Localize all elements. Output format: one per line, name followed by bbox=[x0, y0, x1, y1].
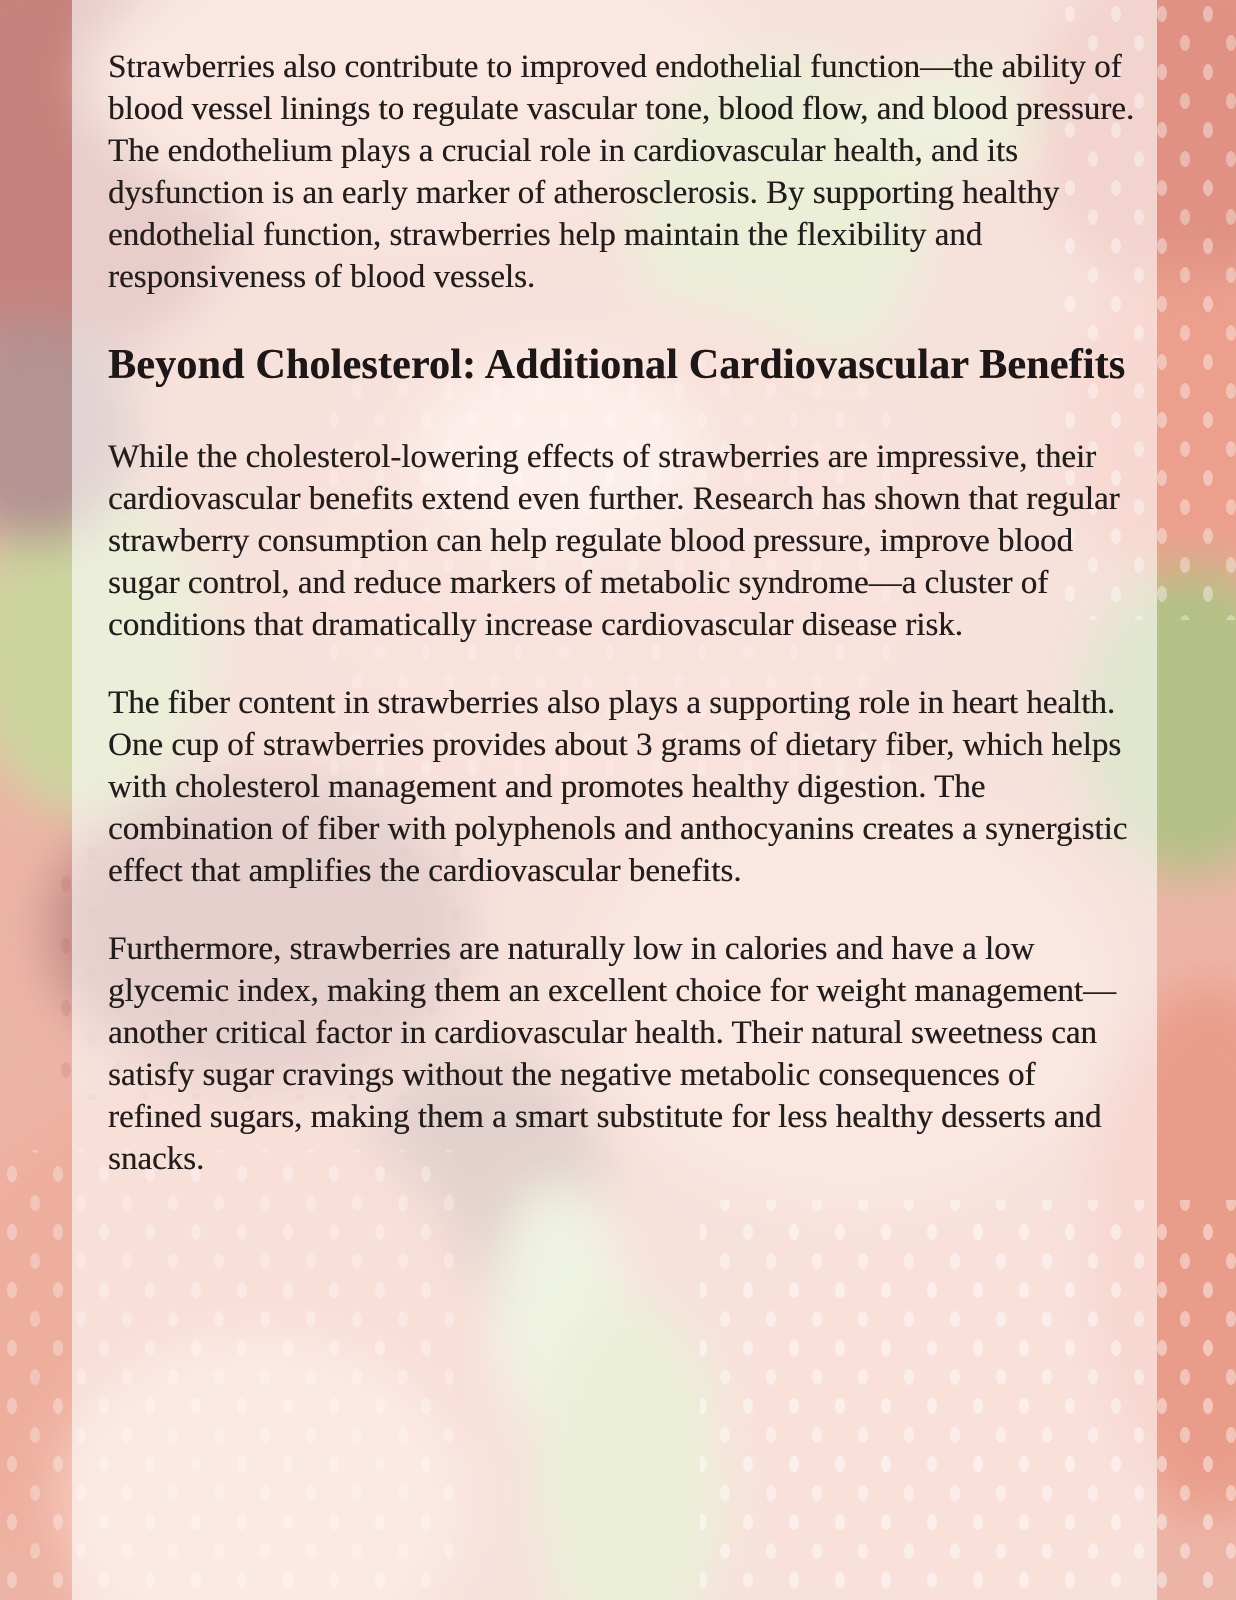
paragraph-beyond-cholesterol: While the cholesterol-lowering effects of strawberries are impressive, their cardiovascular benefits extend even further. Research has shown that regular strawberry consumption can help regulate blood pressure, improve blood sugar control, and reduce markers of metabolic syndrome—a cluster of conditions that dramatically increase cardiovascular disease risk. bbox=[108, 439, 1120, 643]
paragraph-low-calories: Furthermore, strawberries are naturally low in calories and have a low glycemic index, making them an excellent choice for weight management—another critical factor in cardiovascular health. Their natural sweetness can satisfy sugar cravings without the negative metabolic consequences of refined sugars, making them a smart substitute for less healthy desserts and snacks. bbox=[108, 931, 1116, 1177]
section-heading: Beyond Cholesterol: Additional Cardiovascular Benefits bbox=[108, 342, 1126, 388]
article-body bbox=[108, 46, 1136, 1180]
paragraph-fiber-content: The fiber content in strawberries also plays a supporting role in heart health. One cup of strawberries provides about 3 grams of dietary fiber, which helps with cholesterol management and promotes healthy digestion. The combination of fiber with polyphenols and anthocyanins creates a synergistic effect that amplifies the cardiovascular benefits. bbox=[108, 685, 1128, 889]
content-panel bbox=[72, 0, 1157, 1600]
paragraph-endothelial-function: Strawberries also contribute to improved endothelial function—the ability of blood vessel linings to regulate vascular tone, blood flow, and blood pressure. The endothelium plays a crucial role in cardiovascular health, and its dysfunction is an early marker of atherosclerosis. By supporting healthy endothelial function, strawberries help maintain the flexibility and responsiveness of blood vessels. bbox=[108, 49, 1135, 295]
